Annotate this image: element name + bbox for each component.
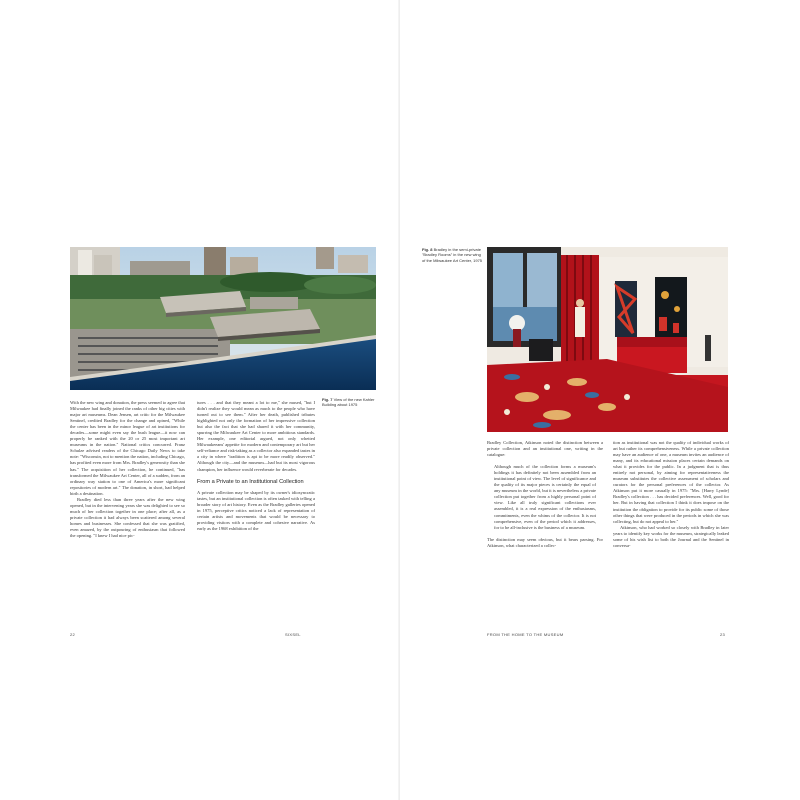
paragraph: tures . . . and that they meant a lot to me," she mused, "but I didn't realize they would mean as much to the people who have turned out to see them." After her death, published tributes highlighted not only the formation of her impressive collection but also the fact that she had shared it with her community, spurring the Milwaukee Art Center to more ambitious standards. Her example, one editorial argued, not only whetted Milwaukeeans' appetite for modern and contemporary art but her self-reliance and risk-taking as a collector also expanded tastes in a city in where "tradition is apt to be more readily observed." Although the city—and the museum—had but its most vigorous champion, her influence would reverberate for decades. bbox=[197, 400, 315, 472]
right-page bbox=[400, 0, 800, 800]
body-column-1 bbox=[70, 400, 185, 539]
body-column-2 bbox=[613, 440, 729, 549]
running-footer-right: FROM THE HOME TO THE MUSEUM bbox=[487, 632, 564, 637]
page-number-right: 23 bbox=[720, 632, 726, 637]
paragraph: Bradley died less than three years after the new wing opened, but in the intervening years she was delighted to see so much of her collection together in one place; after all, as a private collection it had always been scattered among several homes and businesses. She confessed that she was gratified, even amazed, by the outpouring of enthusiasm that followed the opening. "I knew I had nice pic- bbox=[70, 496, 185, 539]
paragraph: A private collection may be shaped by its owner's idiosyncratic tastes, but an institutional collection is often tasked with telling a broader story of art history. Even as the Bradley galleries opened in 1975, perceptive critics noticed a lack of representation of certain artists and movements that would be necessary to providing visitors with a complete and cohesive narrative. As early as the 1968 exhibition of the bbox=[197, 489, 315, 531]
block-quote: Although much of the collection forms a museum's holdings it has definitely not been assembled from an institutional point of view. The level of significance and the quality of its major pieces is certainly the equal of any museum in the world, but it is nevertheless a private collection put together from a highly personal point of view. Like all truly significant collections ever assembled, it is a real expression of the enthusiasms, commitments, even the whims of the collector. It is not comprehensive, even of the period which it addresses, for to be all-inclusive is the business of a museum. bbox=[494, 464, 596, 530]
section-heading: From a Private to an Institutional Collection bbox=[197, 478, 304, 485]
figure-caption-text: Bradley in the semi-private "Bradley Rooms" in the new wing of the Milwaukee Art Center, 1975 bbox=[422, 247, 483, 263]
page-number-left: 22 bbox=[70, 632, 76, 637]
figure-label: Fig. 8 bbox=[422, 247, 433, 252]
figure-caption bbox=[322, 397, 378, 408]
running-footer-left: SIXSEL bbox=[285, 632, 301, 637]
paragraph: Bradley Collection, Atkinson noted the distinction between a private collection and an institutional one, writing in the catalogue: bbox=[487, 440, 603, 458]
aerial-museum-photo bbox=[70, 247, 376, 390]
interior-room-photo bbox=[487, 247, 728, 432]
paragraph: tion as institutional was not the quality of individual works of art but rather its comprehensiveness. While a private collection may have an audience of one, a museum invites an audience of many, and its educational mission places certain demands on what it provides for the public. In a judgment that is thus entirely not personal, by aiming for representativeness the museum substitutes the collective assessment of scholars and curators for the personal preferences of the collector. As Atkinson put it more casually in 1975: "Mrs. [Harry Lynde] Bradley's collection . . . has decided preferences. Well, good for her. But in having that collection I think it does impose on the institution the obligation to provide for its public some of those other things that were produced in the periods in which she was collecting, but do not appeal to her." bbox=[613, 440, 729, 524]
body-column-1 bbox=[487, 440, 603, 549]
figure-caption bbox=[422, 247, 484, 263]
body-column-2 bbox=[197, 400, 315, 532]
figure-label: Fig. 7 bbox=[322, 397, 333, 402]
paragraph: With the new wing and donation, the press seemed to agree that Milwaukee had finally joined the ranks of other big cities with major art museums. Dean Jensen, art critic for the Milwaukee Sentinel, credited Bradley for the change and opined, "While the center has been in the minor league of art institutions for decades—some might even say the bush league—it now can properly be ranked with the 20 or 25 most important art museums in the nation." National critics concurred. Franz Schulze advised readers of the Chicago Daily News to take note: "Wisconsin, not to mention the nation, including Chicago, has profited even more from Mrs. Bradley's generosity than she has." The acquisition of her collection, he continued, "has transformed the Milwaukee Art Center, all of a sudden, from an ordinary way station to one of America's more significant repositories of modern art." The donation, in short, had helped birth a destination. bbox=[70, 400, 185, 496]
paragraph: Atkinson, who had worked so closely with Bradley in later years to identify key works for the museum, strategically leaked some of his wish list to both the Journal and the Sentinel in conversa- bbox=[613, 524, 729, 548]
paragraph: The distinction may seem obvious, but it bears parsing. For Atkinson, what characterized a collec- bbox=[487, 536, 603, 548]
figure-caption-text: View of the new Kahler Building about 1975 bbox=[322, 397, 375, 408]
